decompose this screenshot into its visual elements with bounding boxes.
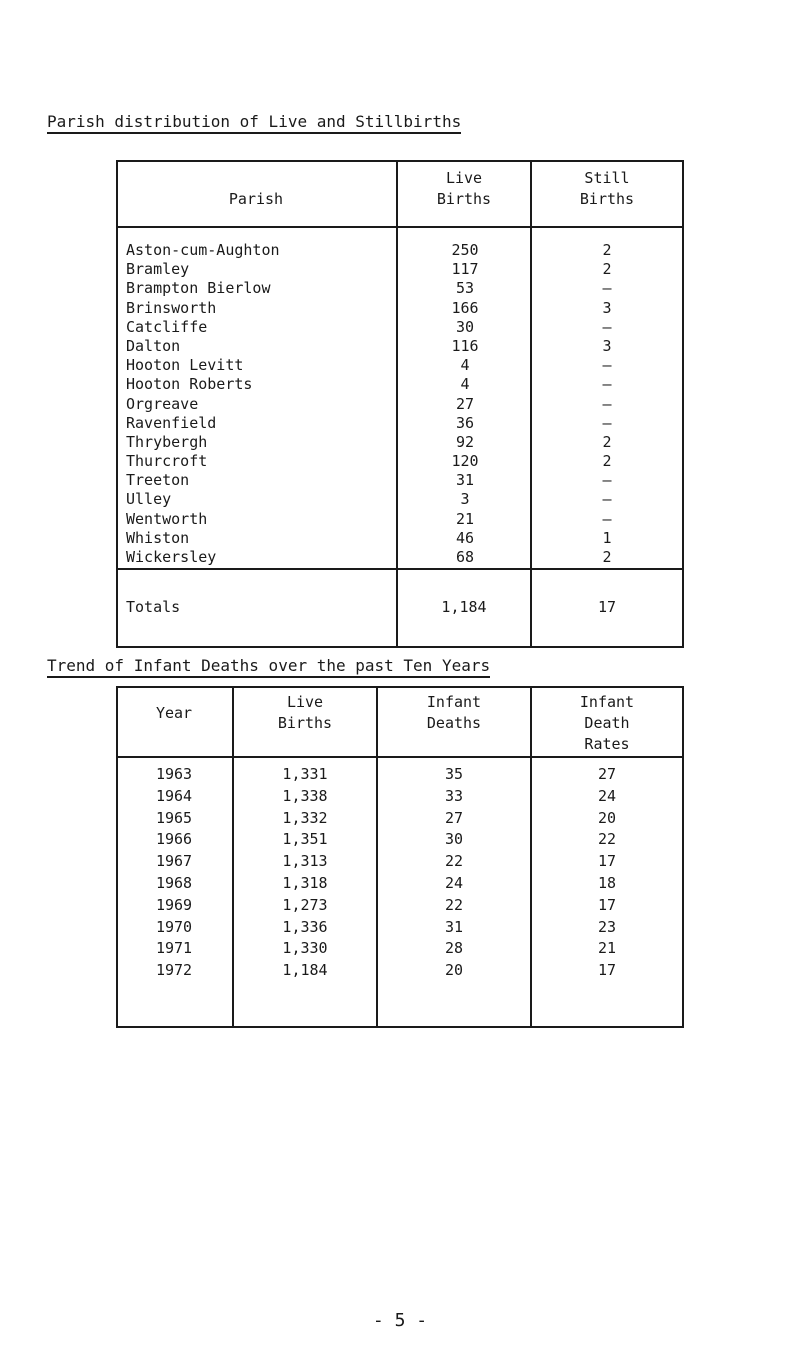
live-births-column: [398, 241, 532, 567]
table-cell: Hooton Roberts: [126, 375, 253, 394]
table-cell: 22: [597, 830, 617, 849]
parish-table-title: Parish distribution of Live and Stillbirths: [47, 113, 461, 134]
table-cell: 23: [597, 917, 617, 936]
table-cell: 35: [444, 765, 464, 783]
table-cell: 1972: [155, 961, 193, 980]
table-cell: 1,313: [282, 852, 328, 871]
table-cell: 27: [597, 765, 617, 783]
table-cell: 24: [444, 873, 464, 892]
table-cell: 4: [460, 375, 470, 394]
header-line: Infant: [426, 693, 482, 711]
death-rates-column: [532, 764, 682, 982]
table-cell: 1970: [155, 917, 193, 936]
page-number: - 5 -: [372, 1310, 428, 1331]
totals-label: Totals: [126, 598, 181, 616]
totals-still: 17: [597, 598, 617, 616]
table-cell: 36: [455, 413, 475, 432]
header-line: Births: [579, 190, 635, 208]
table-cell: –: [602, 394, 612, 413]
table-cell: 1,318: [282, 873, 328, 892]
table-cell: 1,351: [282, 830, 328, 849]
table-cell: 17: [597, 895, 617, 914]
header-infant-deaths: [378, 692, 530, 734]
year-column: [116, 764, 232, 982]
table-cell: 21: [597, 939, 617, 958]
infant-deaths-title: Trend of Infant Deaths over the past Ten Years: [47, 657, 490, 678]
table-cell: 22: [444, 895, 464, 914]
table-cell: 33: [444, 786, 464, 805]
table-cell: 1969: [155, 895, 193, 914]
header-line: Live: [286, 693, 324, 711]
table-cell: 1,338: [282, 786, 328, 805]
table-cell: 30: [444, 830, 464, 849]
table-cell: –: [602, 413, 612, 432]
table-cell: 1,332: [282, 808, 328, 827]
table-cell: Treeton: [126, 471, 190, 490]
table-cell: 30: [455, 317, 475, 336]
table-cell: 1968: [155, 873, 193, 892]
table-cell: 2: [602, 432, 612, 451]
table-cell: Hooton Levitt: [126, 356, 244, 375]
table-cell: 166: [451, 298, 479, 317]
table-cell: 3: [460, 490, 470, 509]
table-cell: 1966: [155, 830, 193, 849]
table-cell: 1,273: [282, 895, 328, 914]
table-cell: 53: [455, 279, 475, 298]
table-cell: 1963: [155, 765, 193, 783]
table-cell: 250: [451, 241, 479, 259]
parish-births-table: [116, 160, 684, 648]
table-cell: –: [602, 375, 612, 394]
table-cell: Brinsworth: [126, 298, 217, 317]
table-cell: –: [602, 356, 612, 375]
table-cell: 27: [455, 394, 475, 413]
header-live-births: [398, 168, 530, 210]
table-cell: 22: [444, 852, 464, 871]
table-cell: Brampton Bierlow: [126, 279, 271, 298]
table-cell: –: [602, 471, 612, 490]
table-top-border: [116, 160, 684, 162]
table-cell: 20: [597, 808, 617, 827]
table-cell: 120: [451, 452, 479, 471]
table-cell: Aston-cum-Aughton: [126, 241, 280, 259]
table-cell: 2: [602, 241, 612, 259]
table-cell: 4: [460, 356, 470, 375]
parish-column: [116, 241, 396, 567]
table-cell: 1965: [155, 808, 193, 827]
table-cell: 1,331: [282, 765, 328, 783]
table-cell: 21: [455, 509, 475, 528]
header-year: Year: [155, 704, 193, 722]
table-cell: 2: [602, 548, 612, 566]
table-cell: 28: [444, 939, 464, 958]
table-cell: 27: [444, 808, 464, 827]
table-cell: 117: [451, 260, 479, 279]
table-cell: 31: [444, 917, 464, 936]
header-live-births: [234, 692, 376, 734]
table-cell: 20: [444, 961, 464, 980]
header-line: Death: [584, 714, 630, 732]
table-cell: 1,336: [282, 917, 328, 936]
table-cell: Catcliffe: [126, 317, 208, 336]
table-cell: –: [602, 279, 612, 298]
totals-live: 1,184: [441, 598, 487, 616]
header-line: Rates: [584, 735, 630, 753]
table-cell: 1,184: [282, 961, 328, 980]
table-cell: 1967: [155, 852, 193, 871]
table-cell: –: [602, 317, 612, 336]
table-cell: Thrybergh: [126, 432, 208, 451]
table-cell: 46: [455, 528, 475, 547]
infant-deaths-table: [116, 686, 684, 1028]
table-cell: 92: [455, 432, 475, 451]
table-cell: –: [602, 490, 612, 509]
header-line: Births: [277, 714, 333, 732]
table-cell: 116: [451, 336, 479, 355]
table-bottom-border: [116, 1026, 684, 1028]
table-cell: 2: [602, 260, 612, 279]
table-cell: 1971: [155, 939, 193, 958]
column-divider: [682, 686, 684, 1028]
table-cell: 1: [602, 528, 612, 547]
table-cell: Wentworth: [126, 509, 208, 528]
table-cell: 24: [597, 786, 617, 805]
table-cell: 1,330: [282, 939, 328, 958]
infant-deaths-column: [378, 764, 530, 982]
still-births-column: [532, 241, 682, 567]
header-still-births: [532, 168, 682, 210]
table-cell: Orgreave: [126, 394, 199, 413]
column-divider: [682, 160, 684, 648]
table-cell: 1964: [155, 786, 193, 805]
table-cell: Bramley: [126, 260, 190, 279]
table-cell: 31: [455, 471, 475, 490]
header-line: Infant: [579, 693, 635, 711]
table-cell: Whiston: [126, 528, 190, 547]
header-divider: [116, 756, 684, 758]
table-cell: 68: [455, 548, 475, 566]
header-infant-death-rates: [532, 692, 682, 755]
header-line: Births: [436, 190, 492, 208]
totals-divider: [116, 568, 684, 570]
header-line: Deaths: [426, 714, 482, 732]
table-top-border: [116, 686, 684, 688]
table-cell: Wickersley: [126, 548, 217, 566]
table-cell: 3: [602, 298, 612, 317]
table-cell: 18: [597, 873, 617, 892]
header-line: Still: [584, 169, 630, 187]
table-cell: Ulley: [126, 490, 172, 509]
table-cell: –: [602, 509, 612, 528]
header-divider: [116, 226, 684, 228]
table-cell: 3: [602, 336, 612, 355]
header-line: Live: [445, 169, 483, 187]
table-cell: 2: [602, 452, 612, 471]
table-cell: Ravenfield: [126, 413, 217, 432]
table-cell: 17: [597, 852, 617, 871]
table-bottom-border: [116, 646, 684, 648]
table-cell: Thurcroft: [126, 452, 208, 471]
header-parish: Parish: [228, 190, 284, 208]
table-cell: Dalton: [126, 336, 181, 355]
table-cell: 17: [597, 961, 617, 980]
live-births-column: [234, 764, 376, 982]
